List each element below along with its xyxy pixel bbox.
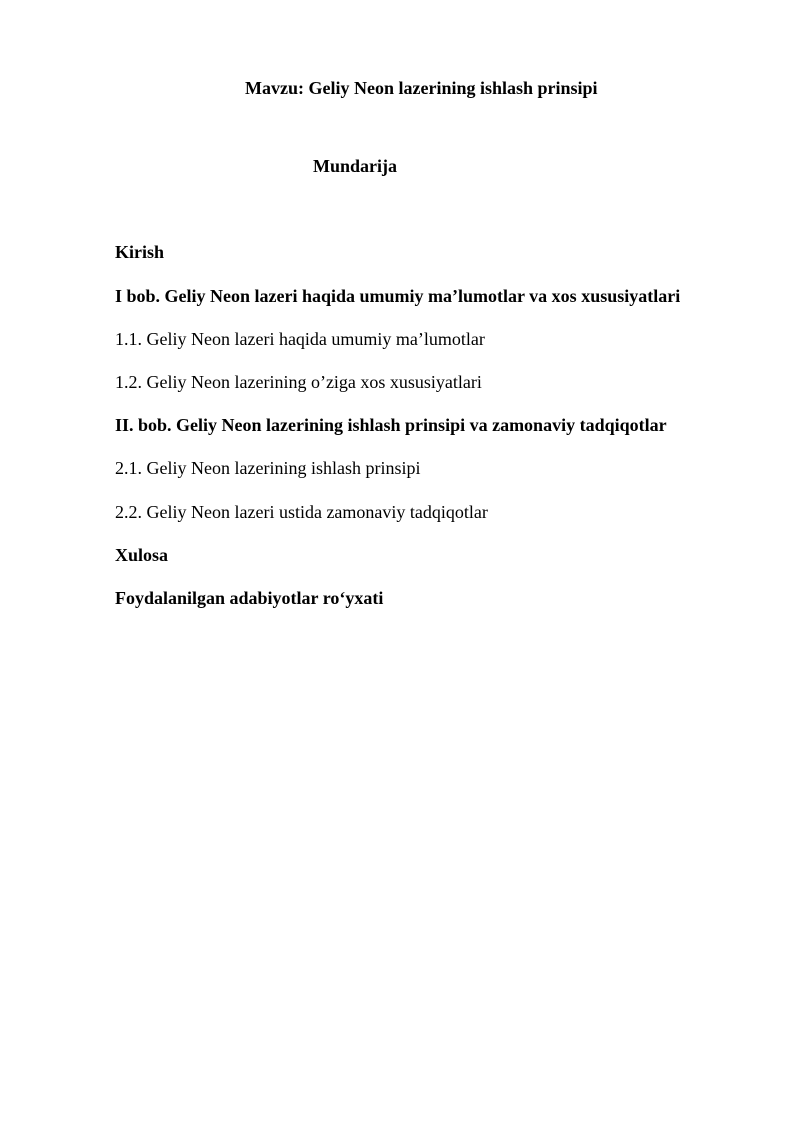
toc-entry-section-1-2: 1.2. Geliy Neon lazerining o’ziga xos xususiyatlari [115,372,482,392]
toc-heading: Mundarija [313,156,398,176]
toc-entry-chapter-2: II. bob. Geliy Neon lazerining ishlash prinsipi va zamonaviy tadqiqotlar [115,415,667,435]
toc-entry-references: Foydalanilgan adabiyotlar ro‘yxati [115,588,384,608]
toc-entry-section-1-1: 1.1. Geliy Neon lazeri haqida umumiy ma’lumotlar [115,329,485,349]
document-topic-title: Mavzu: Geliy Neon lazerining ishlash prinsipi [245,78,598,98]
toc-entry-section-2-1: 2.1. Geliy Neon lazerining ishlash prinsipi [115,458,421,478]
toc-entry-conclusion: Xulosa [115,545,169,565]
toc-entry-introduction: Kirish [115,242,165,262]
toc-entry-chapter-1: I bob. Geliy Neon lazeri haqida umumiy ma’lumotlar va xos xususiyatlari [115,286,681,306]
toc-entry-section-2-2: 2.2. Geliy Neon lazeri ustida zamonaviy tadqiqotlar [115,502,488,522]
